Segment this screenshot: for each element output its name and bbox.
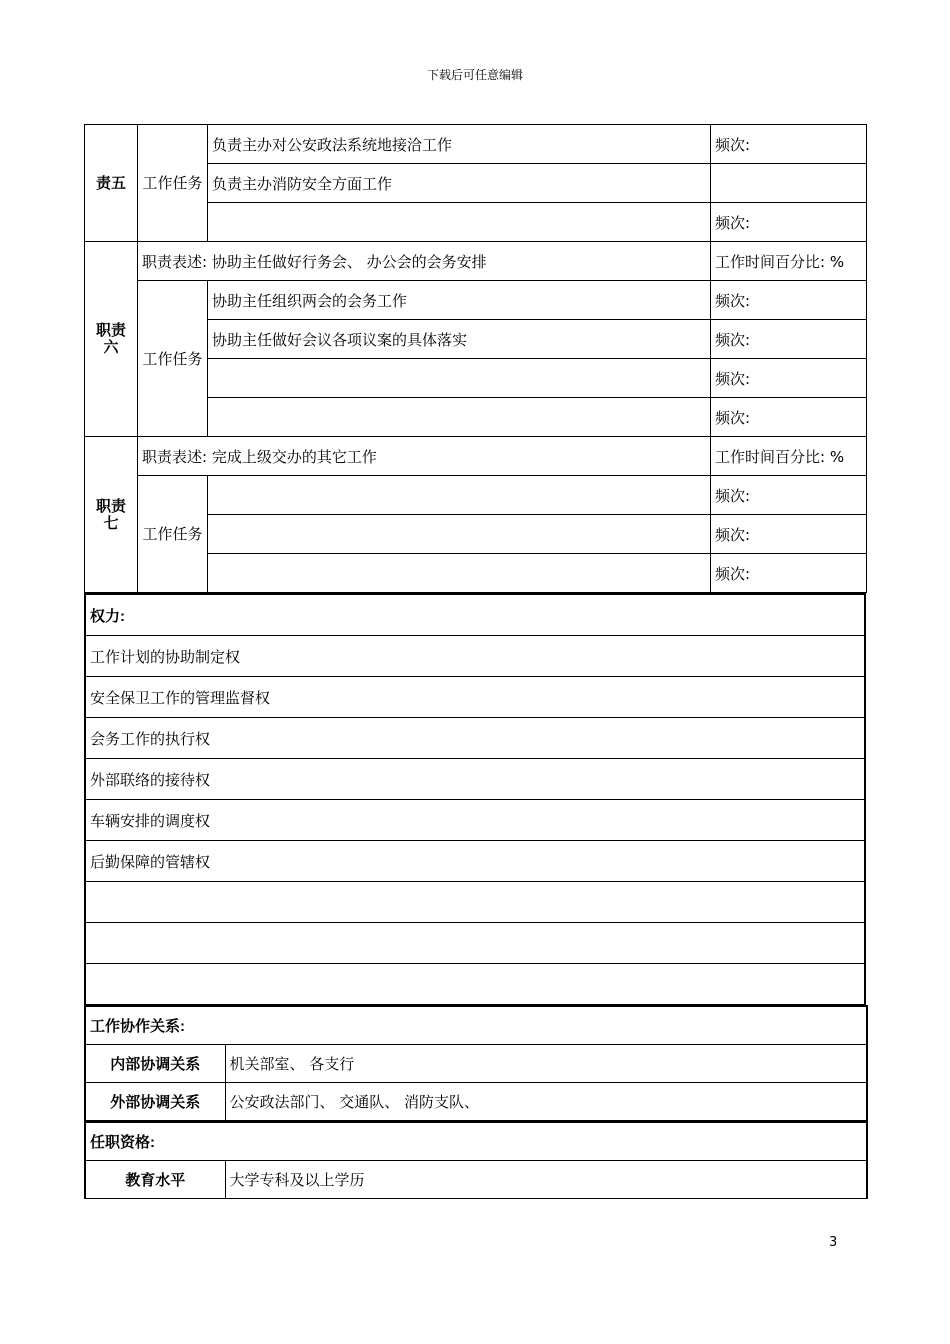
power-item: 会务工作的执行权 (85, 718, 865, 759)
duty-7-freq-3: 频次: (711, 554, 867, 593)
duty-6-task-2: 协助主任做好会议各项议案的具体落实 (208, 320, 711, 359)
relations-table (84, 1005, 868, 1122)
duty-6-task-3 (208, 359, 711, 398)
power-item: 外部联络的接待权 (85, 759, 865, 800)
duty-6-percent: 工作时间百分比: % (711, 242, 867, 281)
education-label: 教育水平 (85, 1161, 225, 1199)
duty-7-task-2 (208, 515, 711, 554)
internal-relations-value: 机关部室、 各支行 (225, 1045, 867, 1083)
internal-relations-label: 内部协调关系 (85, 1045, 225, 1083)
education-value: 大学专科及以上学历 (225, 1161, 867, 1199)
duty-5-freq-3: 频次: (711, 203, 867, 242)
duty-6-description: 职责表述: 协助主任做好行务会、 办公会的会务安排 (138, 242, 711, 281)
duty-7-description: 职责表述: 完成上级交办的其它工作 (138, 437, 711, 476)
page-number: 3 (829, 1235, 838, 1250)
power-item (85, 882, 865, 923)
duty-5-task-3 (208, 203, 711, 242)
duty-6-freq-1: 频次: (711, 281, 867, 320)
duty-6-freq-4: 频次: (711, 398, 867, 437)
duty-7-task-1 (208, 476, 711, 515)
power-item: 后勤保障的管辖权 (85, 841, 865, 882)
duty-7-desc-row (85, 437, 867, 476)
duty-6-task-label: 工作任务 (138, 281, 208, 437)
duty-6-desc-row (85, 242, 867, 281)
duty-5-task-2: 负责主办消防安全方面工作 (208, 164, 711, 203)
relations-title: 工作协作关系: (85, 1006, 867, 1045)
power-item (85, 923, 865, 964)
powers-title: 权力: (85, 594, 865, 636)
external-relations-value: 公安政法部门、 交通队、 消防支队、 (225, 1083, 867, 1122)
duty-table (84, 124, 867, 593)
qualifications-title: 任职资格: (85, 1123, 867, 1161)
duty-6-title: 职责六 (85, 242, 138, 437)
duty-5-task-1: 负责主办对公安政法系统地接洽工作 (208, 125, 711, 164)
duty-6-freq-2: 频次: (711, 320, 867, 359)
qualifications-table (84, 1122, 868, 1199)
duty-7-freq-1: 频次: (711, 476, 867, 515)
duty-6-task-4 (208, 398, 711, 437)
duty-7-task-3 (208, 554, 711, 593)
power-item: 车辆安排的调度权 (85, 800, 865, 841)
duty-7-percent: 工作时间百分比: % (711, 437, 867, 476)
powers-table (84, 593, 866, 1005)
power-item: 安全保卫工作的管理监督权 (85, 677, 865, 718)
duty-5-task-label: 工作任务 (138, 125, 208, 242)
duty-6-freq-3: 频次: (711, 359, 867, 398)
power-item: 工作计划的协助制定权 (85, 636, 865, 677)
power-item (85, 964, 865, 1005)
duty-7-freq-2: 频次: (711, 515, 867, 554)
duty-7-task-label: 工作任务 (138, 476, 208, 593)
duty-5-freq-2 (711, 164, 867, 203)
duty-5-title: 责五 (85, 125, 138, 242)
external-relations-label: 外部协调关系 (85, 1083, 225, 1122)
header-note: 下载后可任意编辑 (426, 68, 523, 82)
duty-6-row-1 (85, 281, 867, 320)
duty-5-freq-1: 频次: (711, 125, 867, 164)
duty-6-task-1: 协助主任组织两会的会务工作 (208, 281, 711, 320)
duty-5-row-1 (85, 125, 867, 164)
job-description-form (84, 124, 866, 1199)
duty-7-row-1 (85, 476, 867, 515)
duty-7-title: 职责七 (85, 437, 138, 593)
